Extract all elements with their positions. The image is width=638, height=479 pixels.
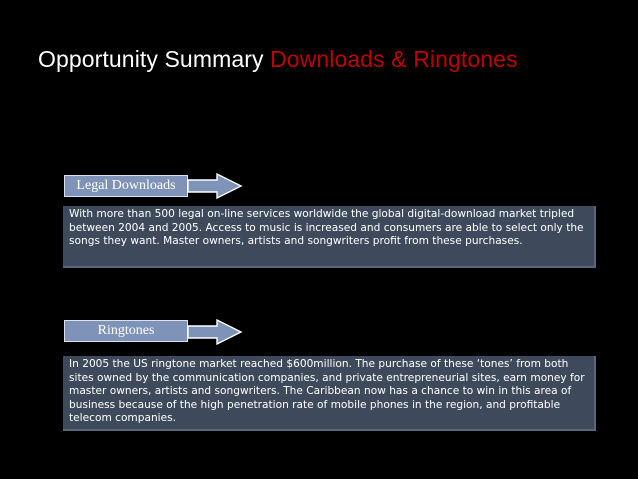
legal-downloads-label-text: Legal Downloads — [76, 178, 176, 193]
title-main: Opportunity Summary — [38, 46, 271, 72]
legal-downloads-text: With more than 500 legal on-line services worldwide the global digital-download market tripled between 2004 and 2005. Access to music is increased and consumers are able to select only the songs they want. Master owners, artists and songwriters profit from these purchases. — [69, 208, 584, 248]
ringtones-text: In 2005 the US ringtone market reached $600million. The purchase of these ‘tones’ from both sites owned by the communication companies, and private entrepreneurial sites, earn money for master owners, artists and songwriters. The Caribbean now has a chance to win in this area of business because of the high penetration rate of mobile phones in the region, and profitable telecom companies. — [69, 358, 585, 425]
slide-title — [38, 44, 518, 74]
right-arrow-icon — [187, 318, 243, 346]
ringtones-description — [63, 356, 596, 431]
legal-downloads-description — [63, 206, 596, 268]
legal-downloads-label — [64, 175, 188, 197]
ringtones-label — [64, 320, 188, 342]
ringtones-label-text: Ringtones — [97, 323, 155, 338]
right-arrow-icon — [187, 172, 243, 200]
title-highlight: Downloads & Ringtones — [270, 46, 518, 72]
